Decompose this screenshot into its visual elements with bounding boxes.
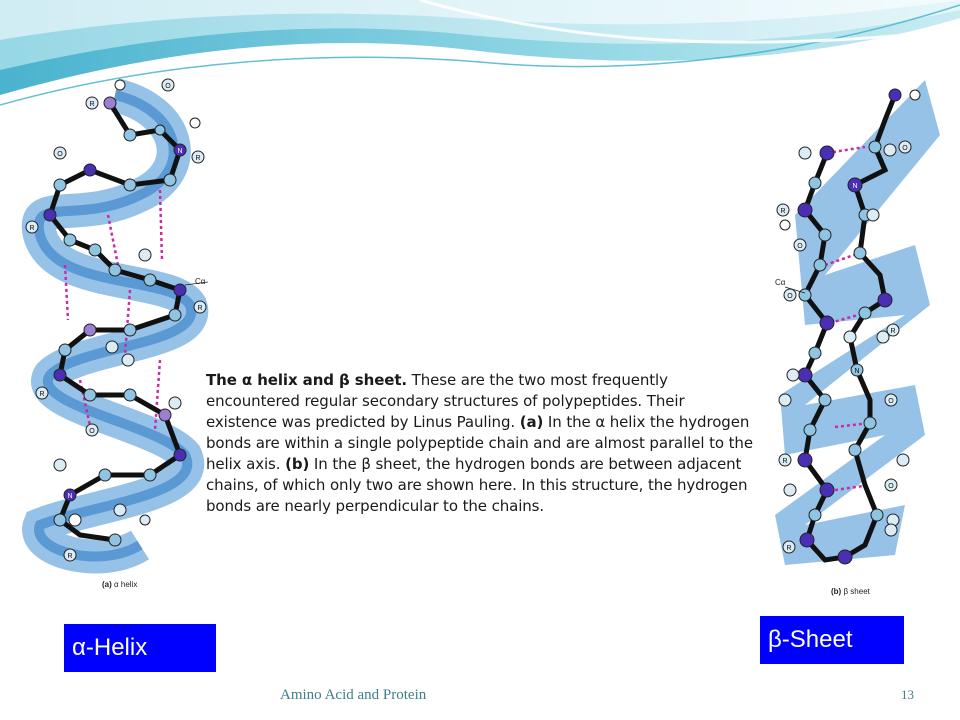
alpha-helix-label: α-Helix	[64, 624, 216, 672]
svg-text:R: R	[89, 101, 95, 108]
svg-text:O: O	[797, 243, 803, 250]
svg-text:R: R	[890, 328, 896, 335]
svg-text:R: R	[782, 458, 788, 465]
sheet-calpha-label: Cα	[775, 278, 786, 287]
svg-text:O: O	[57, 151, 63, 158]
caption-label-b: (b)	[285, 455, 310, 473]
helix-ribbon	[39, 95, 192, 556]
caption-text-2: In the α helix the hydrogen bonds are within a single polypeptide chain and are almost parallel to the helix axis.	[206, 413, 753, 473]
svg-text:O: O	[165, 83, 171, 90]
svg-text:O: O	[787, 293, 793, 300]
svg-text:R: R	[786, 545, 792, 552]
caption-text-3: In the β sheet, the hydrogen bonds are between adjacent chains, of which only two are shown here. In this structure, the hydrogen bonds are nearly perpendicular to the chains.	[206, 455, 748, 515]
svg-text:R: R	[29, 225, 35, 232]
page-number: 13	[901, 687, 914, 702]
helix-calpha-label: Cα	[195, 277, 206, 286]
svg-text:O: O	[89, 428, 95, 435]
figure-caption-text	[206, 370, 754, 517]
beta-sheet-label: β-Sheet	[760, 616, 904, 664]
svg-text:N: N	[854, 368, 860, 375]
helix-caption-word: helix	[120, 580, 138, 589]
sheet-caption-symbol: β	[843, 587, 849, 596]
svg-text:N: N	[177, 148, 183, 155]
caption-paragraph	[206, 370, 754, 517]
svg-text:R: R	[67, 553, 73, 560]
svg-text:N: N	[852, 183, 858, 190]
alpha-helix-diagram	[20, 75, 215, 590]
helix-caption-symbol: α	[114, 580, 119, 589]
footer-title: Amino Acid and Protein	[280, 687, 427, 703]
svg-text:O: O	[888, 483, 894, 490]
svg-text:N: N	[67, 493, 73, 500]
svg-text:R: R	[780, 208, 786, 215]
svg-text:O: O	[902, 145, 908, 152]
sheet-caption-word: sheet	[850, 587, 870, 596]
svg-text:R: R	[195, 155, 201, 162]
svg-text:R: R	[197, 305, 203, 312]
helix-caption-prefix: (a)	[102, 580, 112, 589]
caption-label-a: (a)	[519, 413, 544, 431]
svg-text:O: O	[888, 398, 894, 405]
caption-lead: The α helix and β sheet.	[206, 371, 408, 389]
helix-figure-caption	[102, 580, 137, 589]
caption-text-1: These are the two most frequently encountered regular secondary structures of polypeptides. Their existence was predicted by Linus Pauling.	[206, 371, 685, 431]
beta-sheet-diagram	[765, 75, 955, 605]
sheet-figure-caption	[831, 587, 870, 596]
svg-text:R: R	[39, 391, 45, 398]
sheet-caption-prefix: (b)	[831, 587, 842, 596]
